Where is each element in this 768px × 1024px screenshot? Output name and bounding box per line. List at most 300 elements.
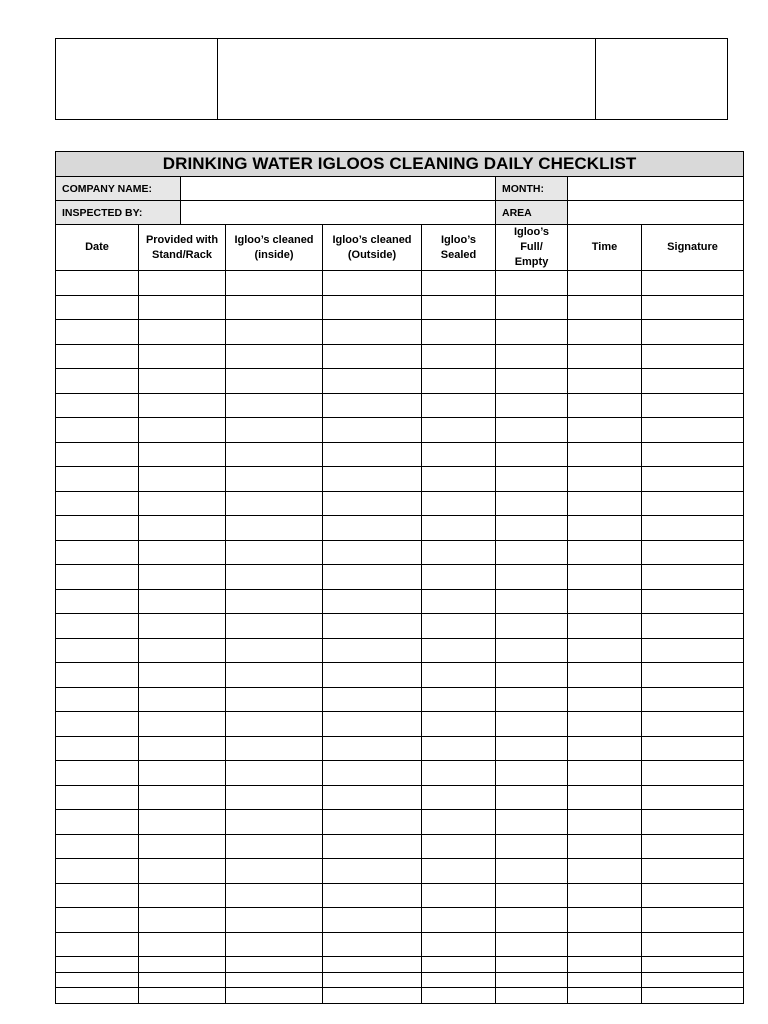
- entry-cell-full-empty[interactable]: [496, 712, 568, 737]
- entry-cell-signature[interactable]: [642, 295, 744, 320]
- column-header-date: [56, 225, 139, 271]
- entry-cell-signature[interactable]: [642, 687, 744, 712]
- entry-cell-stand-rack[interactable]: [139, 418, 226, 443]
- entry-cell-sealed[interactable]: [422, 638, 496, 663]
- entry-cell-stand-rack[interactable]: [139, 565, 226, 590]
- entry-cell-signature[interactable]: [642, 540, 744, 565]
- area-field[interactable]: [568, 201, 744, 225]
- entry-cell-time[interactable]: [568, 393, 642, 418]
- column-header-line: Date: [85, 241, 109, 253]
- entry-cell-signature[interactable]: [642, 972, 744, 988]
- entry-cell-time[interactable]: [568, 638, 642, 663]
- entry-cell-signature[interactable]: [642, 589, 744, 614]
- entry-cell-date[interactable]: [56, 736, 139, 761]
- entry-cell-cleaned-outside[interactable]: [323, 614, 422, 639]
- entry-cell-date[interactable]: [56, 369, 139, 394]
- entry-cell-date[interactable]: [56, 442, 139, 467]
- table-row: [56, 712, 744, 737]
- entry-cell-cleaned-outside[interactable]: [323, 271, 422, 296]
- entry-cell-time[interactable]: [568, 932, 642, 957]
- month-label: MONTH:: [496, 177, 568, 201]
- entry-cell-signature[interactable]: [642, 418, 744, 443]
- entry-cell-sealed[interactable]: [422, 271, 496, 296]
- entry-cell-date[interactable]: [56, 393, 139, 418]
- entry-cell-full-empty[interactable]: [496, 271, 568, 296]
- entry-cell-cleaned-inside[interactable]: [226, 785, 323, 810]
- entry-cell-cleaned-outside[interactable]: [323, 932, 422, 957]
- header-title-cell: [218, 39, 596, 119]
- entry-cell-time[interactable]: [568, 988, 642, 1004]
- entry-cell-full-empty[interactable]: [496, 663, 568, 688]
- column-header-line: Time: [591, 241, 618, 253]
- area-label: AREA: [496, 201, 568, 225]
- entry-cell-sealed[interactable]: [422, 614, 496, 639]
- entry-cell-date[interactable]: [56, 687, 139, 712]
- entry-cell-cleaned-inside[interactable]: [226, 761, 323, 786]
- entry-cell-cleaned-inside[interactable]: [226, 687, 323, 712]
- entry-cell-signature[interactable]: [642, 810, 744, 835]
- entry-cell-cleaned-outside[interactable]: [323, 957, 422, 973]
- entry-cell-time[interactable]: [568, 467, 642, 492]
- entry-cell-date[interactable]: [56, 988, 139, 1004]
- entry-cell-cleaned-outside[interactable]: [323, 442, 422, 467]
- entry-cell-sealed[interactable]: [422, 687, 496, 712]
- entry-cell-cleaned-outside[interactable]: [323, 393, 422, 418]
- entry-cell-cleaned-outside[interactable]: [323, 687, 422, 712]
- entry-cell-stand-rack[interactable]: [139, 638, 226, 663]
- entry-cell-cleaned-inside[interactable]: [226, 908, 323, 933]
- entry-cell-signature[interactable]: [642, 761, 744, 786]
- entry-cell-cleaned-inside[interactable]: [226, 393, 323, 418]
- entry-cell-time[interactable]: [568, 859, 642, 884]
- entry-cell-cleaned-inside[interactable]: [226, 295, 323, 320]
- column-header-line: Empty: [514, 256, 549, 268]
- entry-cell-cleaned-outside[interactable]: [323, 516, 422, 541]
- entry-cell-sealed[interactable]: [422, 418, 496, 443]
- entry-cell-date[interactable]: [56, 344, 139, 369]
- entry-cell-stand-rack[interactable]: [139, 369, 226, 394]
- inspected-by-label: INSPECTED BY:: [56, 201, 181, 225]
- entry-cell-sealed[interactable]: [422, 442, 496, 467]
- entry-cell-cleaned-inside[interactable]: [226, 972, 323, 988]
- entry-cell-cleaned-inside[interactable]: [226, 540, 323, 565]
- entry-cell-date[interactable]: [56, 972, 139, 988]
- table-row: [56, 491, 744, 516]
- entry-cell-cleaned-outside[interactable]: [323, 565, 422, 590]
- entry-cell-full-empty[interactable]: [496, 908, 568, 933]
- entry-cell-date[interactable]: [56, 761, 139, 786]
- entry-cell-cleaned-outside[interactable]: [323, 320, 422, 345]
- entry-cell-cleaned-inside[interactable]: [226, 663, 323, 688]
- entry-cell-full-empty[interactable]: [496, 320, 568, 345]
- entry-cell-cleaned-inside[interactable]: [226, 491, 323, 516]
- entry-cell-signature[interactable]: [642, 516, 744, 541]
- entry-cell-full-empty[interactable]: [496, 988, 568, 1004]
- entry-cell-sealed[interactable]: [422, 565, 496, 590]
- entry-cell-stand-rack[interactable]: [139, 785, 226, 810]
- entry-cell-date[interactable]: [56, 516, 139, 541]
- entry-cell-sealed[interactable]: [422, 736, 496, 761]
- entry-cell-time[interactable]: [568, 565, 642, 590]
- entry-cell-cleaned-inside[interactable]: [226, 589, 323, 614]
- entry-cell-stand-rack[interactable]: [139, 859, 226, 884]
- entry-cell-full-empty[interactable]: [496, 761, 568, 786]
- entry-cell-stand-rack[interactable]: [139, 442, 226, 467]
- entry-cell-cleaned-inside[interactable]: [226, 418, 323, 443]
- entry-cell-time[interactable]: [568, 614, 642, 639]
- entry-cell-cleaned-inside[interactable]: [226, 638, 323, 663]
- header-logo-cell: [56, 39, 218, 119]
- entry-cell-time[interactable]: [568, 736, 642, 761]
- entry-cell-cleaned-outside[interactable]: [323, 859, 422, 884]
- entry-cell-time[interactable]: [568, 663, 642, 688]
- entry-cell-stand-rack[interactable]: [139, 810, 226, 835]
- entry-cell-cleaned-inside[interactable]: [226, 736, 323, 761]
- entry-cell-cleaned-outside[interactable]: [323, 810, 422, 835]
- table-row: [56, 614, 744, 639]
- entry-cell-sealed[interactable]: [422, 761, 496, 786]
- column-header-line: Sealed: [440, 248, 477, 261]
- entry-cell-full-empty[interactable]: [496, 344, 568, 369]
- entry-cell-cleaned-outside[interactable]: [323, 663, 422, 688]
- entry-cell-sealed[interactable]: [422, 834, 496, 859]
- entry-cell-cleaned-outside[interactable]: [323, 736, 422, 761]
- entry-cell-signature[interactable]: [642, 663, 744, 688]
- column-header-cleaned-outside: [323, 225, 422, 271]
- table-row: [56, 589, 744, 614]
- entry-cell-sealed[interactable]: [422, 972, 496, 988]
- inspected-by-field[interactable]: [181, 201, 496, 225]
- table-row: [56, 320, 744, 345]
- entry-cell-stand-rack[interactable]: [139, 663, 226, 688]
- entry-cell-full-empty[interactable]: [496, 369, 568, 394]
- entry-cell-stand-rack[interactable]: [139, 614, 226, 639]
- entry-cell-signature[interactable]: [642, 442, 744, 467]
- entry-cell-date[interactable]: [56, 565, 139, 590]
- table-row: [56, 540, 744, 565]
- entry-cell-full-empty[interactable]: [496, 859, 568, 884]
- entry-cell-sealed[interactable]: [422, 663, 496, 688]
- entry-cell-full-empty[interactable]: [496, 810, 568, 835]
- column-header-cleaned-inside: [226, 225, 323, 271]
- entry-cell-time[interactable]: [568, 972, 642, 988]
- entry-cell-signature[interactable]: [642, 320, 744, 345]
- entry-cell-date[interactable]: [56, 320, 139, 345]
- entry-cell-date[interactable]: [56, 810, 139, 835]
- entry-cell-full-empty[interactable]: [496, 565, 568, 590]
- entry-cell-sealed[interactable]: [422, 467, 496, 492]
- entry-cell-cleaned-inside[interactable]: [226, 369, 323, 394]
- entry-cell-time[interactable]: [568, 785, 642, 810]
- entry-cell-cleaned-inside[interactable]: [226, 614, 323, 639]
- entry-cell-full-empty[interactable]: [496, 972, 568, 988]
- entry-cell-time[interactable]: [568, 712, 642, 737]
- entry-cell-sealed[interactable]: [422, 491, 496, 516]
- entry-cell-cleaned-outside[interactable]: [323, 467, 422, 492]
- table-row: [56, 271, 744, 296]
- entry-cell-full-empty[interactable]: [496, 932, 568, 957]
- table-row: [56, 565, 744, 590]
- entry-cell-stand-rack[interactable]: [139, 883, 226, 908]
- table-row: [56, 810, 744, 835]
- entry-cell-cleaned-inside[interactable]: [226, 957, 323, 973]
- entry-cell-sealed[interactable]: [422, 908, 496, 933]
- entry-cell-stand-rack[interactable]: [139, 344, 226, 369]
- entry-cell-stand-rack[interactable]: [139, 271, 226, 296]
- entry-cell-cleaned-inside[interactable]: [226, 320, 323, 345]
- entry-cell-cleaned-inside[interactable]: [226, 271, 323, 296]
- entry-cell-cleaned-outside[interactable]: [323, 491, 422, 516]
- entry-cell-signature[interactable]: [642, 467, 744, 492]
- entry-cell-cleaned-outside[interactable]: [323, 418, 422, 443]
- entry-cell-signature[interactable]: [642, 344, 744, 369]
- company-name-field[interactable]: [181, 177, 496, 201]
- entry-cell-time[interactable]: [568, 761, 642, 786]
- entry-cell-cleaned-outside[interactable]: [323, 540, 422, 565]
- table-row: [56, 344, 744, 369]
- entry-cell-cleaned-inside[interactable]: [226, 442, 323, 467]
- entry-cell-stand-rack[interactable]: [139, 467, 226, 492]
- entry-cell-cleaned-outside[interactable]: [323, 638, 422, 663]
- entry-cell-date[interactable]: [56, 785, 139, 810]
- entry-cell-date[interactable]: [56, 957, 139, 973]
- entry-cell-cleaned-inside[interactable]: [226, 883, 323, 908]
- entry-cell-sealed[interactable]: [422, 516, 496, 541]
- column-header-line: Igloo’s: [440, 233, 477, 246]
- column-header-stand-rack: [139, 225, 226, 271]
- entry-cell-stand-rack[interactable]: [139, 761, 226, 786]
- entry-cell-signature[interactable]: [642, 614, 744, 639]
- entry-cell-signature[interactable]: [642, 834, 744, 859]
- entry-cell-full-empty[interactable]: [496, 540, 568, 565]
- entry-cell-stand-rack[interactable]: [139, 295, 226, 320]
- month-field[interactable]: [568, 177, 744, 201]
- table-row: [56, 908, 744, 933]
- table-row: [56, 988, 744, 1004]
- entry-cell-date[interactable]: [56, 712, 139, 737]
- entry-cell-stand-rack[interactable]: [139, 320, 226, 345]
- entry-cell-time[interactable]: [568, 271, 642, 296]
- entry-cell-time[interactable]: [568, 540, 642, 565]
- entry-cell-cleaned-inside[interactable]: [226, 712, 323, 737]
- entry-cell-sealed[interactable]: [422, 883, 496, 908]
- table-row: [56, 859, 744, 884]
- entry-cell-time[interactable]: [568, 883, 642, 908]
- entry-cell-full-empty[interactable]: [496, 295, 568, 320]
- entry-cell-date[interactable]: [56, 908, 139, 933]
- entry-cell-date[interactable]: [56, 418, 139, 443]
- entry-cell-date[interactable]: [56, 271, 139, 296]
- entry-cell-date[interactable]: [56, 614, 139, 639]
- entry-cell-sealed[interactable]: [422, 540, 496, 565]
- entry-cell-date[interactable]: [56, 491, 139, 516]
- entry-cell-sealed[interactable]: [422, 810, 496, 835]
- column-header-line: Igloo’s: [513, 226, 550, 238]
- entry-cell-stand-rack[interactable]: [139, 957, 226, 973]
- entry-cell-cleaned-outside[interactable]: [323, 761, 422, 786]
- company-name-label: COMPANY NAME:: [56, 177, 181, 201]
- entry-cell-time[interactable]: [568, 418, 642, 443]
- entry-cell-full-empty[interactable]: [496, 736, 568, 761]
- entry-cell-time[interactable]: [568, 369, 642, 394]
- entry-cell-time[interactable]: [568, 589, 642, 614]
- entry-cell-stand-rack[interactable]: [139, 393, 226, 418]
- entry-cell-sealed[interactable]: [422, 589, 496, 614]
- entry-cell-cleaned-outside[interactable]: [323, 883, 422, 908]
- entry-cell-cleaned-inside[interactable]: [226, 859, 323, 884]
- entry-cell-signature[interactable]: [642, 393, 744, 418]
- entry-cell-date[interactable]: [56, 663, 139, 688]
- entry-cell-stand-rack[interactable]: [139, 932, 226, 957]
- entry-cell-full-empty[interactable]: [496, 834, 568, 859]
- entry-cell-stand-rack[interactable]: [139, 908, 226, 933]
- entry-cell-time[interactable]: [568, 957, 642, 973]
- entry-cell-time[interactable]: [568, 491, 642, 516]
- entry-cell-full-empty[interactable]: [496, 442, 568, 467]
- entry-cell-cleaned-inside[interactable]: [226, 810, 323, 835]
- entry-cell-full-empty[interactable]: [496, 785, 568, 810]
- entry-cell-stand-rack[interactable]: [139, 589, 226, 614]
- checklist-title: DRINKING WATER IGLOOS CLEANING DAILY CHECKLIST: [56, 152, 744, 177]
- entry-cell-full-empty[interactable]: [496, 687, 568, 712]
- entry-cell-sealed[interactable]: [422, 712, 496, 737]
- entry-cell-signature[interactable]: [642, 785, 744, 810]
- entry-cell-cleaned-inside[interactable]: [226, 344, 323, 369]
- table-row: [56, 638, 744, 663]
- entry-cell-cleaned-outside[interactable]: [323, 972, 422, 988]
- entry-cell-time[interactable]: [568, 295, 642, 320]
- entry-cell-time[interactable]: [568, 516, 642, 541]
- entry-cell-time[interactable]: [568, 908, 642, 933]
- entry-cell-full-empty[interactable]: [496, 589, 568, 614]
- entry-cell-full-empty[interactable]: [496, 516, 568, 541]
- header-ref-cell: [596, 39, 727, 119]
- entry-cell-date[interactable]: [56, 589, 139, 614]
- column-header-line: (inside): [254, 248, 294, 261]
- entry-cell-signature[interactable]: [642, 736, 744, 761]
- entry-cell-stand-rack[interactable]: [139, 988, 226, 1004]
- entry-cell-stand-rack[interactable]: [139, 540, 226, 565]
- entry-cell-stand-rack[interactable]: [139, 712, 226, 737]
- table-row: [56, 418, 744, 443]
- table-row: [56, 442, 744, 467]
- entry-cell-cleaned-inside[interactable]: [226, 988, 323, 1004]
- entry-cell-date[interactable]: [56, 932, 139, 957]
- entry-cell-cleaned-inside[interactable]: [226, 932, 323, 957]
- entry-cell-signature[interactable]: [642, 859, 744, 884]
- entry-cell-cleaned-outside[interactable]: [323, 908, 422, 933]
- entry-cell-signature[interactable]: [642, 932, 744, 957]
- entry-cell-cleaned-inside[interactable]: [226, 516, 323, 541]
- table-row: [56, 736, 744, 761]
- entry-cell-full-empty[interactable]: [496, 614, 568, 639]
- entry-cell-sealed[interactable]: [422, 295, 496, 320]
- document-header-box: [55, 38, 728, 120]
- entry-cell-full-empty[interactable]: [496, 883, 568, 908]
- entry-cell-stand-rack[interactable]: [139, 736, 226, 761]
- table-row: [56, 761, 744, 786]
- entry-cell-time[interactable]: [568, 834, 642, 859]
- entry-cell-time[interactable]: [568, 687, 642, 712]
- entry-cell-sealed[interactable]: [422, 988, 496, 1004]
- entry-cell-full-empty[interactable]: [496, 491, 568, 516]
- entry-cell-date[interactable]: [56, 883, 139, 908]
- entry-cell-signature[interactable]: [642, 957, 744, 973]
- column-header-line: Stand/Rack: [152, 248, 212, 261]
- entry-cell-signature[interactable]: [642, 271, 744, 296]
- entry-cell-stand-rack[interactable]: [139, 834, 226, 859]
- column-header-time: [568, 225, 642, 271]
- entry-cell-date[interactable]: [56, 295, 139, 320]
- entry-cell-cleaned-outside[interactable]: [323, 589, 422, 614]
- entry-cell-sealed[interactable]: [422, 369, 496, 394]
- table-row: [56, 972, 744, 988]
- entry-cell-signature[interactable]: [642, 712, 744, 737]
- entry-cell-stand-rack[interactable]: [139, 687, 226, 712]
- column-header-line: Provided with: [145, 233, 219, 246]
- entry-cell-cleaned-outside[interactable]: [323, 834, 422, 859]
- table-row: [56, 932, 744, 957]
- entry-cell-date[interactable]: [56, 859, 139, 884]
- entry-cell-date[interactable]: [56, 638, 139, 663]
- entry-cell-signature[interactable]: [642, 369, 744, 394]
- entry-cell-sealed[interactable]: [422, 393, 496, 418]
- entry-cell-full-empty[interactable]: [496, 638, 568, 663]
- column-header-full-empty: [496, 225, 568, 271]
- entry-cell-signature[interactable]: [642, 908, 744, 933]
- entry-cell-full-empty[interactable]: [496, 957, 568, 973]
- entry-cell-stand-rack[interactable]: [139, 491, 226, 516]
- entry-cell-cleaned-outside[interactable]: [323, 295, 422, 320]
- entry-cell-stand-rack[interactable]: [139, 516, 226, 541]
- entry-cell-full-empty[interactable]: [496, 467, 568, 492]
- entry-cell-time[interactable]: [568, 320, 642, 345]
- entry-cell-time[interactable]: [568, 344, 642, 369]
- column-header-line: (Outside): [347, 248, 397, 261]
- entry-cell-sealed[interactable]: [422, 957, 496, 973]
- entry-cell-cleaned-outside[interactable]: [323, 988, 422, 1004]
- entry-cell-signature[interactable]: [642, 491, 744, 516]
- entry-cell-cleaned-inside[interactable]: [226, 467, 323, 492]
- entry-cell-cleaned-inside[interactable]: [226, 565, 323, 590]
- entry-cell-cleaned-outside[interactable]: [323, 785, 422, 810]
- entry-cell-cleaned-inside[interactable]: [226, 834, 323, 859]
- entry-cell-time[interactable]: [568, 810, 642, 835]
- entry-cell-cleaned-outside[interactable]: [323, 712, 422, 737]
- entry-cell-cleaned-outside[interactable]: [323, 369, 422, 394]
- entry-cell-sealed[interactable]: [422, 785, 496, 810]
- entry-cell-full-empty[interactable]: [496, 418, 568, 443]
- entry-cell-date[interactable]: [56, 540, 139, 565]
- table-row: [56, 883, 744, 908]
- entry-cell-date[interactable]: [56, 834, 139, 859]
- entry-cell-date[interactable]: [56, 467, 139, 492]
- entry-cell-full-empty[interactable]: [496, 393, 568, 418]
- checklist-table: [55, 151, 744, 1004]
- entry-cell-time[interactable]: [568, 442, 642, 467]
- entry-cell-cleaned-outside[interactable]: [323, 344, 422, 369]
- entry-cell-stand-rack[interactable]: [139, 972, 226, 988]
- entry-cell-signature[interactable]: [642, 638, 744, 663]
- entry-cell-sealed[interactable]: [422, 932, 496, 957]
- entry-cell-signature[interactable]: [642, 565, 744, 590]
- column-header-line: Full/: [520, 241, 543, 253]
- entry-cell-sealed[interactable]: [422, 859, 496, 884]
- entry-cell-sealed[interactable]: [422, 344, 496, 369]
- entry-cell-signature[interactable]: [642, 883, 744, 908]
- entry-cell-signature[interactable]: [642, 988, 744, 1004]
- entry-cell-sealed[interactable]: [422, 320, 496, 345]
